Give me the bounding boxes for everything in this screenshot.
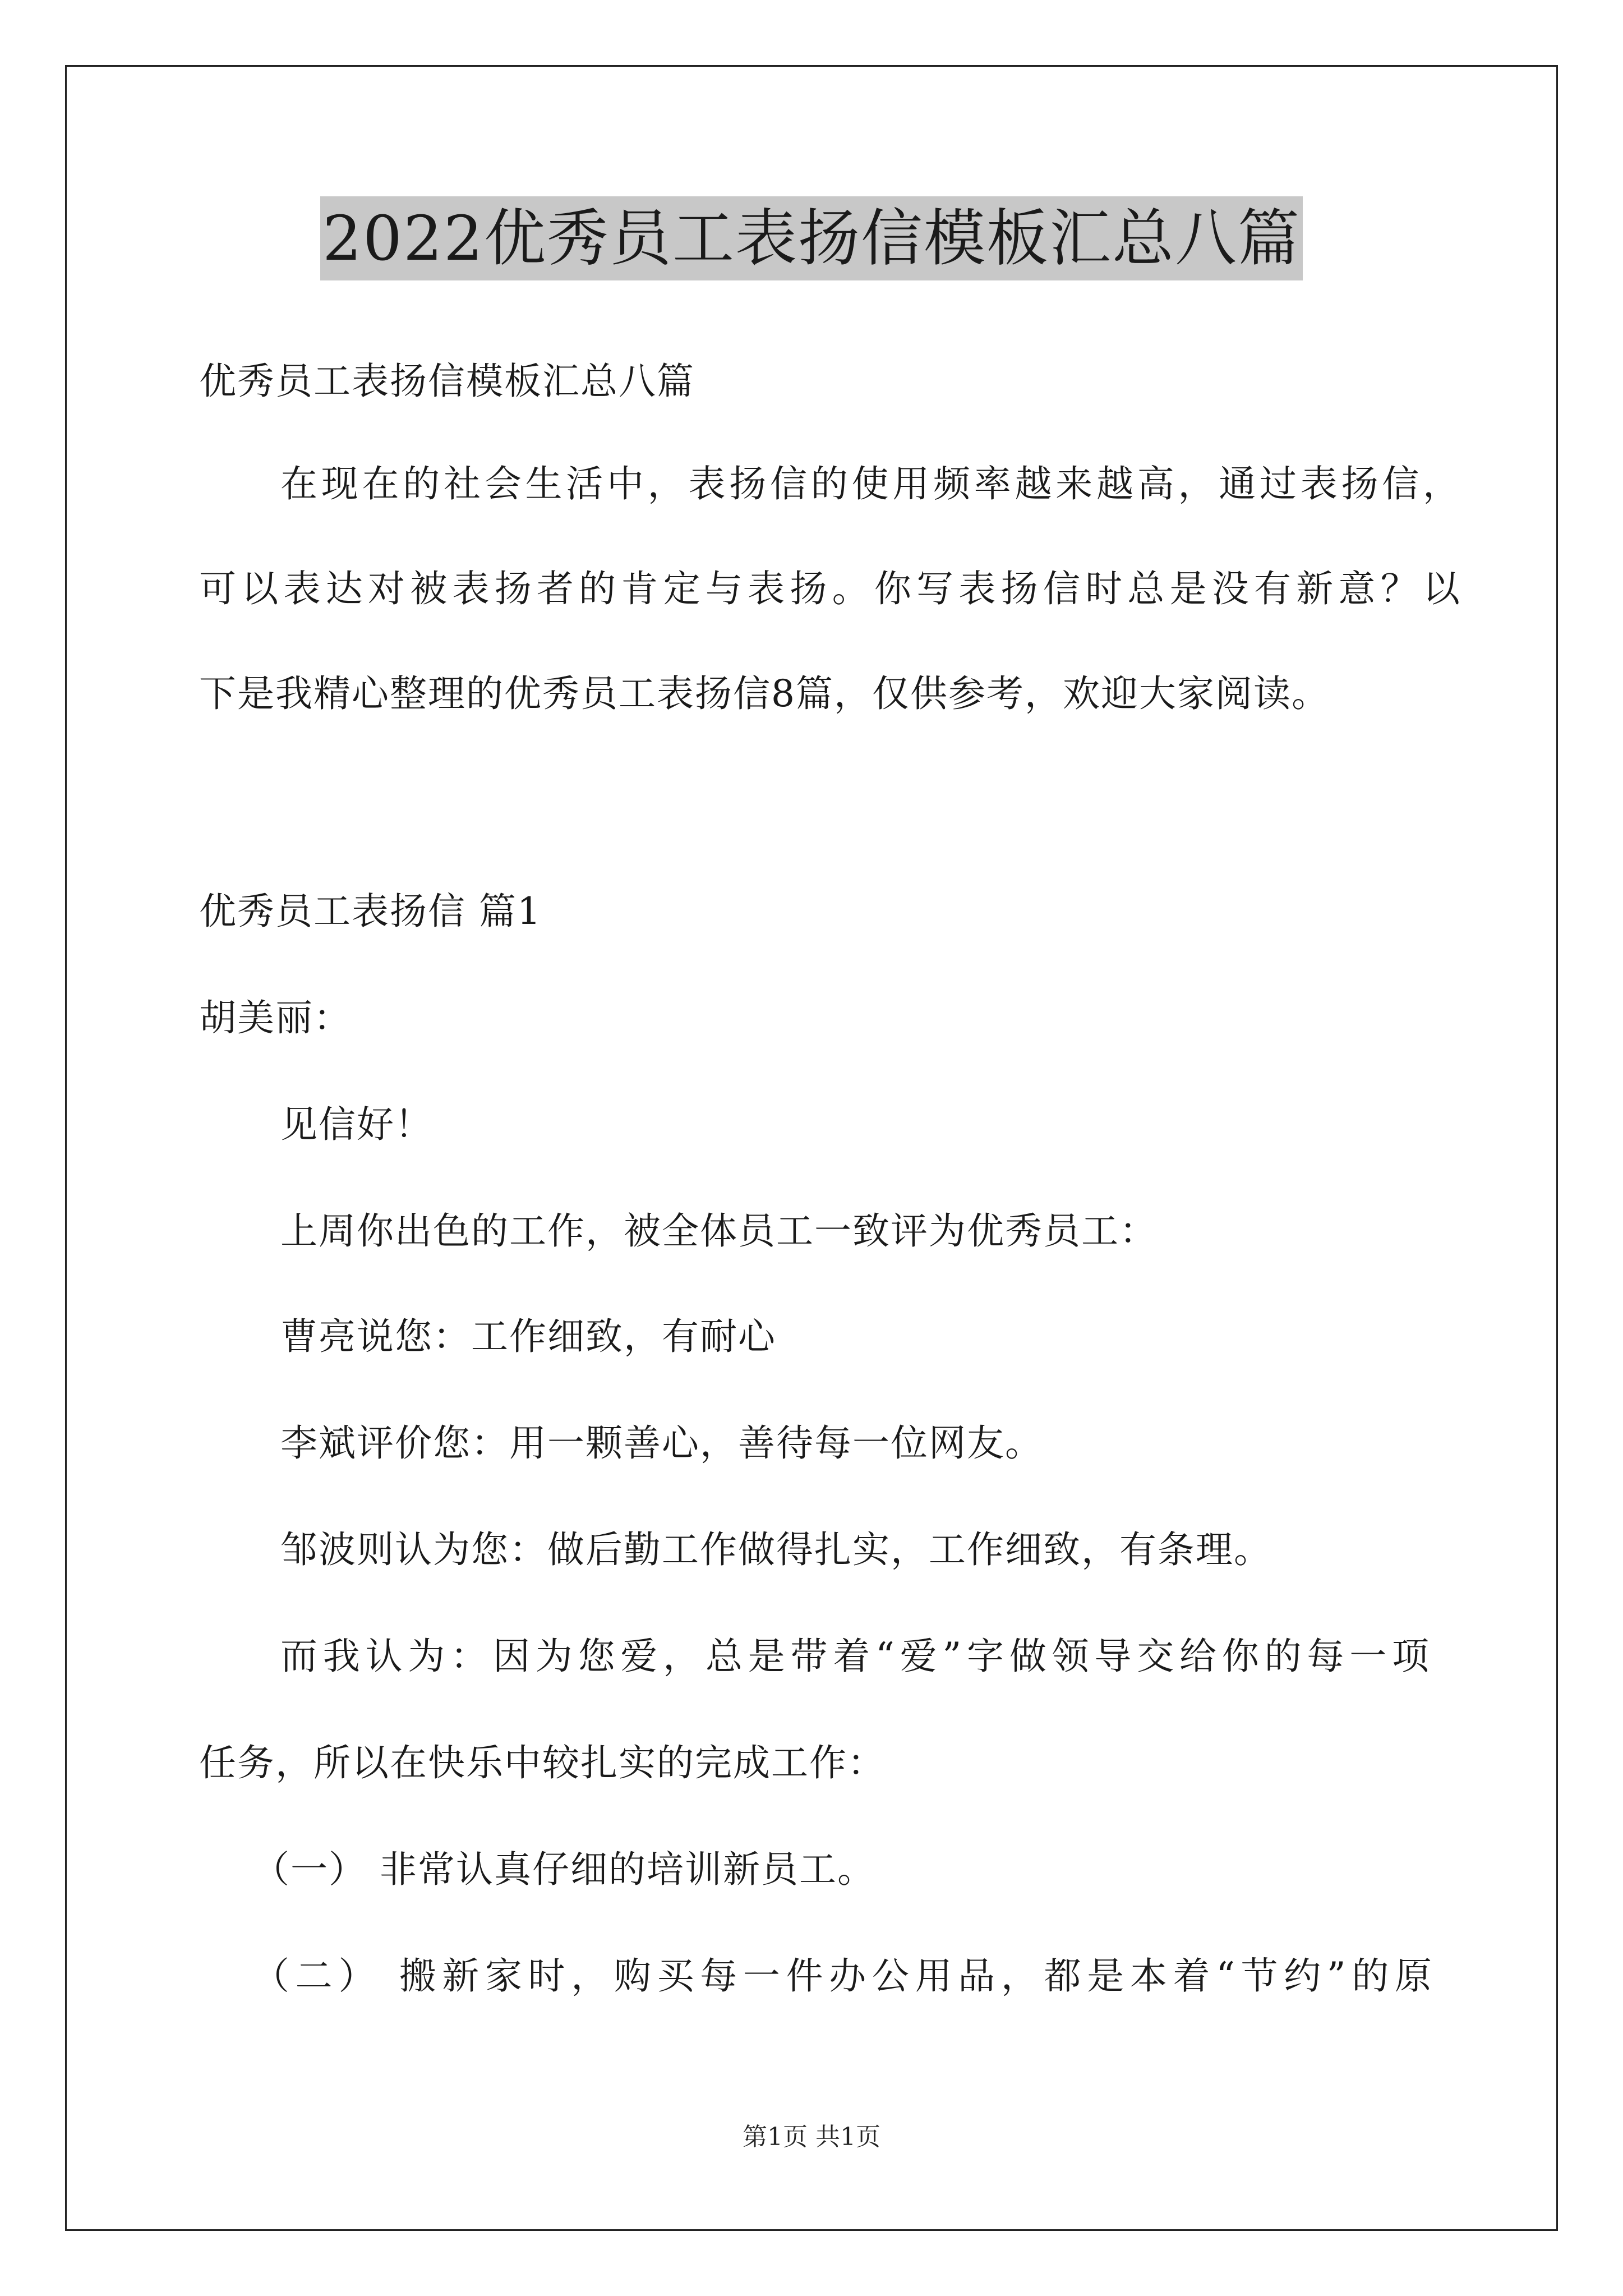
body-line-1: 上周你出色的工作，被全体员工一致评为优秀员工： <box>280 1209 1158 1253</box>
page-footer: 第1页 共1页 <box>743 2123 880 2151</box>
greeting: 见信好！ <box>280 1103 433 1146</box>
title-container <box>0 196 1623 280</box>
list-item-2: （二） 搬新家时，购买每一件办公用品，都是本着“节约”的原 <box>252 1954 1433 1998</box>
subtitle-line: 优秀员工表扬信模板汇总八篇 <box>199 360 695 403</box>
document-title: 2022优秀员工表扬信模板汇总八篇 <box>320 196 1303 280</box>
body-line-6: 任务，所以在快乐中较扎实的完成工作： <box>199 1741 886 1784</box>
body-line-3: 李斌评价您：用一颗善心，善待每一位网友。 <box>280 1421 1043 1465</box>
salutation: 胡美丽： <box>199 996 352 1039</box>
body-line-4: 邹波则认为您：做后勤工作做得扎实，工作细致，有条理。 <box>280 1528 1272 1571</box>
intro-paragraph-line-2: 可以表达对被表扬者的肯定与表扬。你写表扬信时总是没有新意？以 <box>199 567 1461 610</box>
list-item-1: （一） 非常认真仔细的培训新员工。 <box>252 1848 875 1891</box>
section-heading: 优秀员工表扬信 篇1 <box>199 890 542 933</box>
intro-paragraph-line-3: 下是我精心整理的优秀员工表扬信8篇，仅供参考，欢迎大家阅读。 <box>199 672 1330 715</box>
intro-paragraph-line-1: 在现在的社会生活中，表扬信的使用频率越来越高，通过表扬信， <box>280 462 1461 505</box>
body-line-2: 曹亮说您：工作细致，有耐心 <box>280 1315 776 1358</box>
body-line-5: 而我认为：因为您爱，总是带着“爱”字做领导交给你的每一项 <box>280 1635 1430 1678</box>
